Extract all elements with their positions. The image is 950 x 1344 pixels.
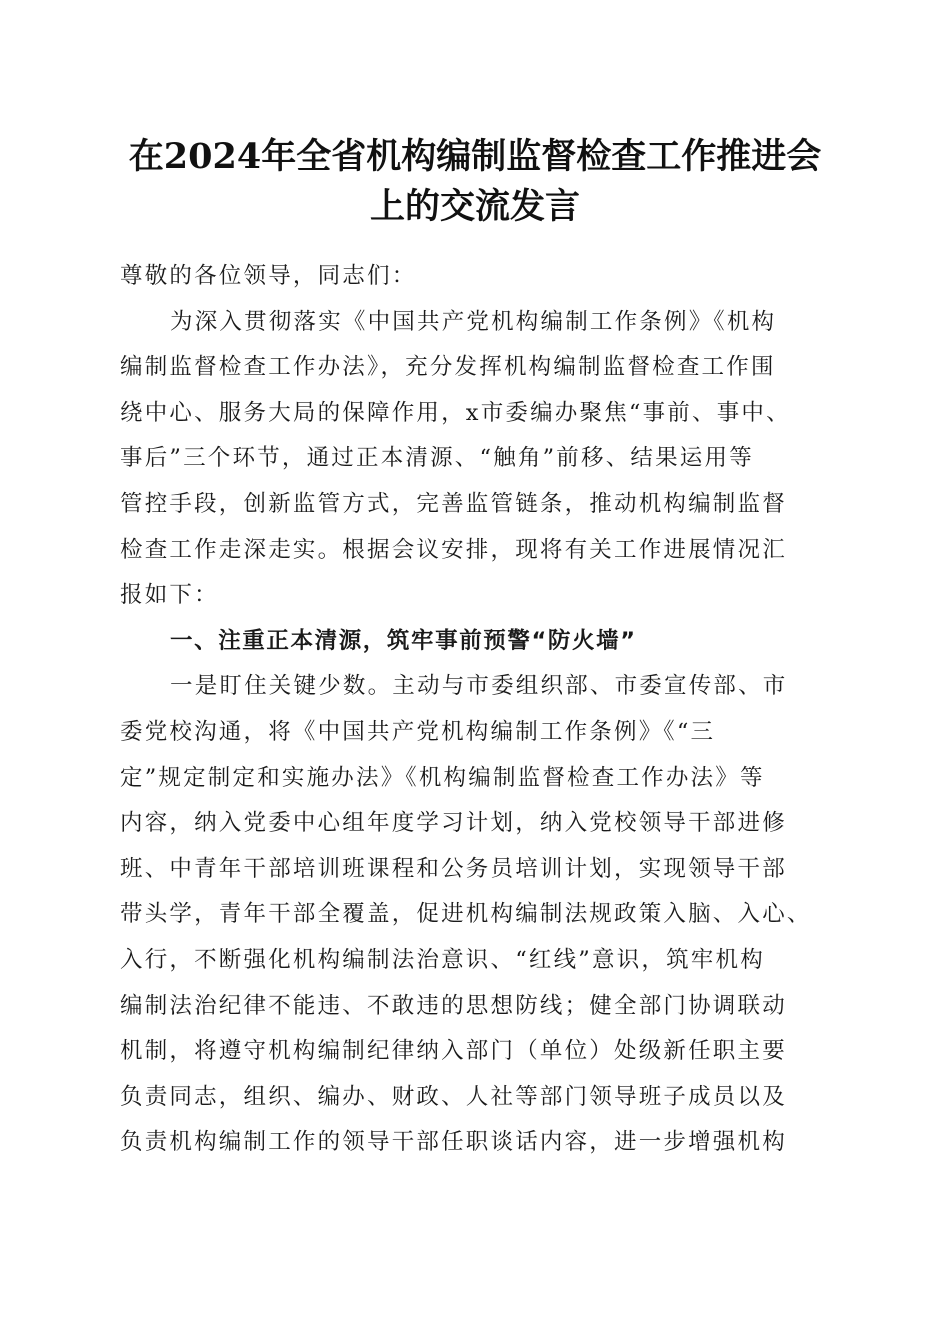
document-title	[100, 132, 850, 232]
paragraph-line: 为深入贯彻落实《中国共产党机构编制工作条例》《机构	[170, 308, 777, 335]
document-body	[120, 254, 832, 1166]
salutation: 尊敬的各位领导，同志们：	[120, 263, 417, 289]
paragraph-line: 机制，将遵守机构编制纪律纳入部门（单位）处级新任职主要	[120, 1038, 787, 1065]
paragraph-line: 绕中心、服务大局的保障作用，x市委编办聚焦“事前、事中、	[120, 399, 791, 426]
paragraph-line: 一是盯住关键少数。主动与市委组织部、市委宣传部、市	[170, 673, 788, 700]
paragraph-line: 事后”三个环节，通过正本清源、“触角”前移、结果运用等	[120, 445, 754, 472]
paragraph-line: 委党校沟通，将《中国共产党机构编制工作条例》《“三	[120, 718, 716, 745]
title-line-1: 在2024年全省机构编制监督检查工作推进会	[128, 136, 822, 177]
section-heading: 一、注重正本清源，筑牢事前预警“防火墙”	[170, 627, 637, 654]
paragraph-line: 报如下：	[120, 582, 219, 609]
paragraph-line: 负责机构编制工作的领导干部任职谈话内容，进一步增强机构	[120, 1129, 787, 1156]
paragraph-line: 定”规定制定和实施办法》《机构编制监督检查工作办法》等	[120, 764, 765, 791]
paragraph-line: 班、中青年干部培训班课程和公务员培训计划，实现领导干部	[120, 855, 787, 882]
title-line-2: 上的交流发言	[369, 186, 580, 227]
paragraph-line: 管控手段，创新监管方式，完善监管链条，推动机构编制监督	[120, 490, 787, 517]
paragraph-line: 带头学，青年干部全覆盖，促进机构编制法规政策入脑、入心、	[120, 901, 812, 928]
paragraph-line: 负责同志，组织、编办、财政、人社等部门领导班子成员以及	[120, 1083, 787, 1110]
paragraph-line: 编制法治纪律不能违、不敢违的思想防线；健全部门协调联动	[120, 992, 787, 1019]
paragraph-key-minority	[120, 664, 832, 1166]
paragraph-line: 检查工作走深走实。根据会议安排，现将有关工作进展情况汇	[120, 536, 787, 563]
paragraph-line: 内容，纳入党委中心组年度学习计划，纳入党校领导干部进修	[120, 810, 787, 837]
paragraph-line: 入行，不断强化机构编制法治意识、“红线”意识，筑牢机构	[120, 946, 765, 973]
paragraph-intro	[120, 300, 832, 619]
paragraph-line: 编制监督检查工作办法》，充分发挥机构编制监督检查工作围	[120, 354, 776, 381]
